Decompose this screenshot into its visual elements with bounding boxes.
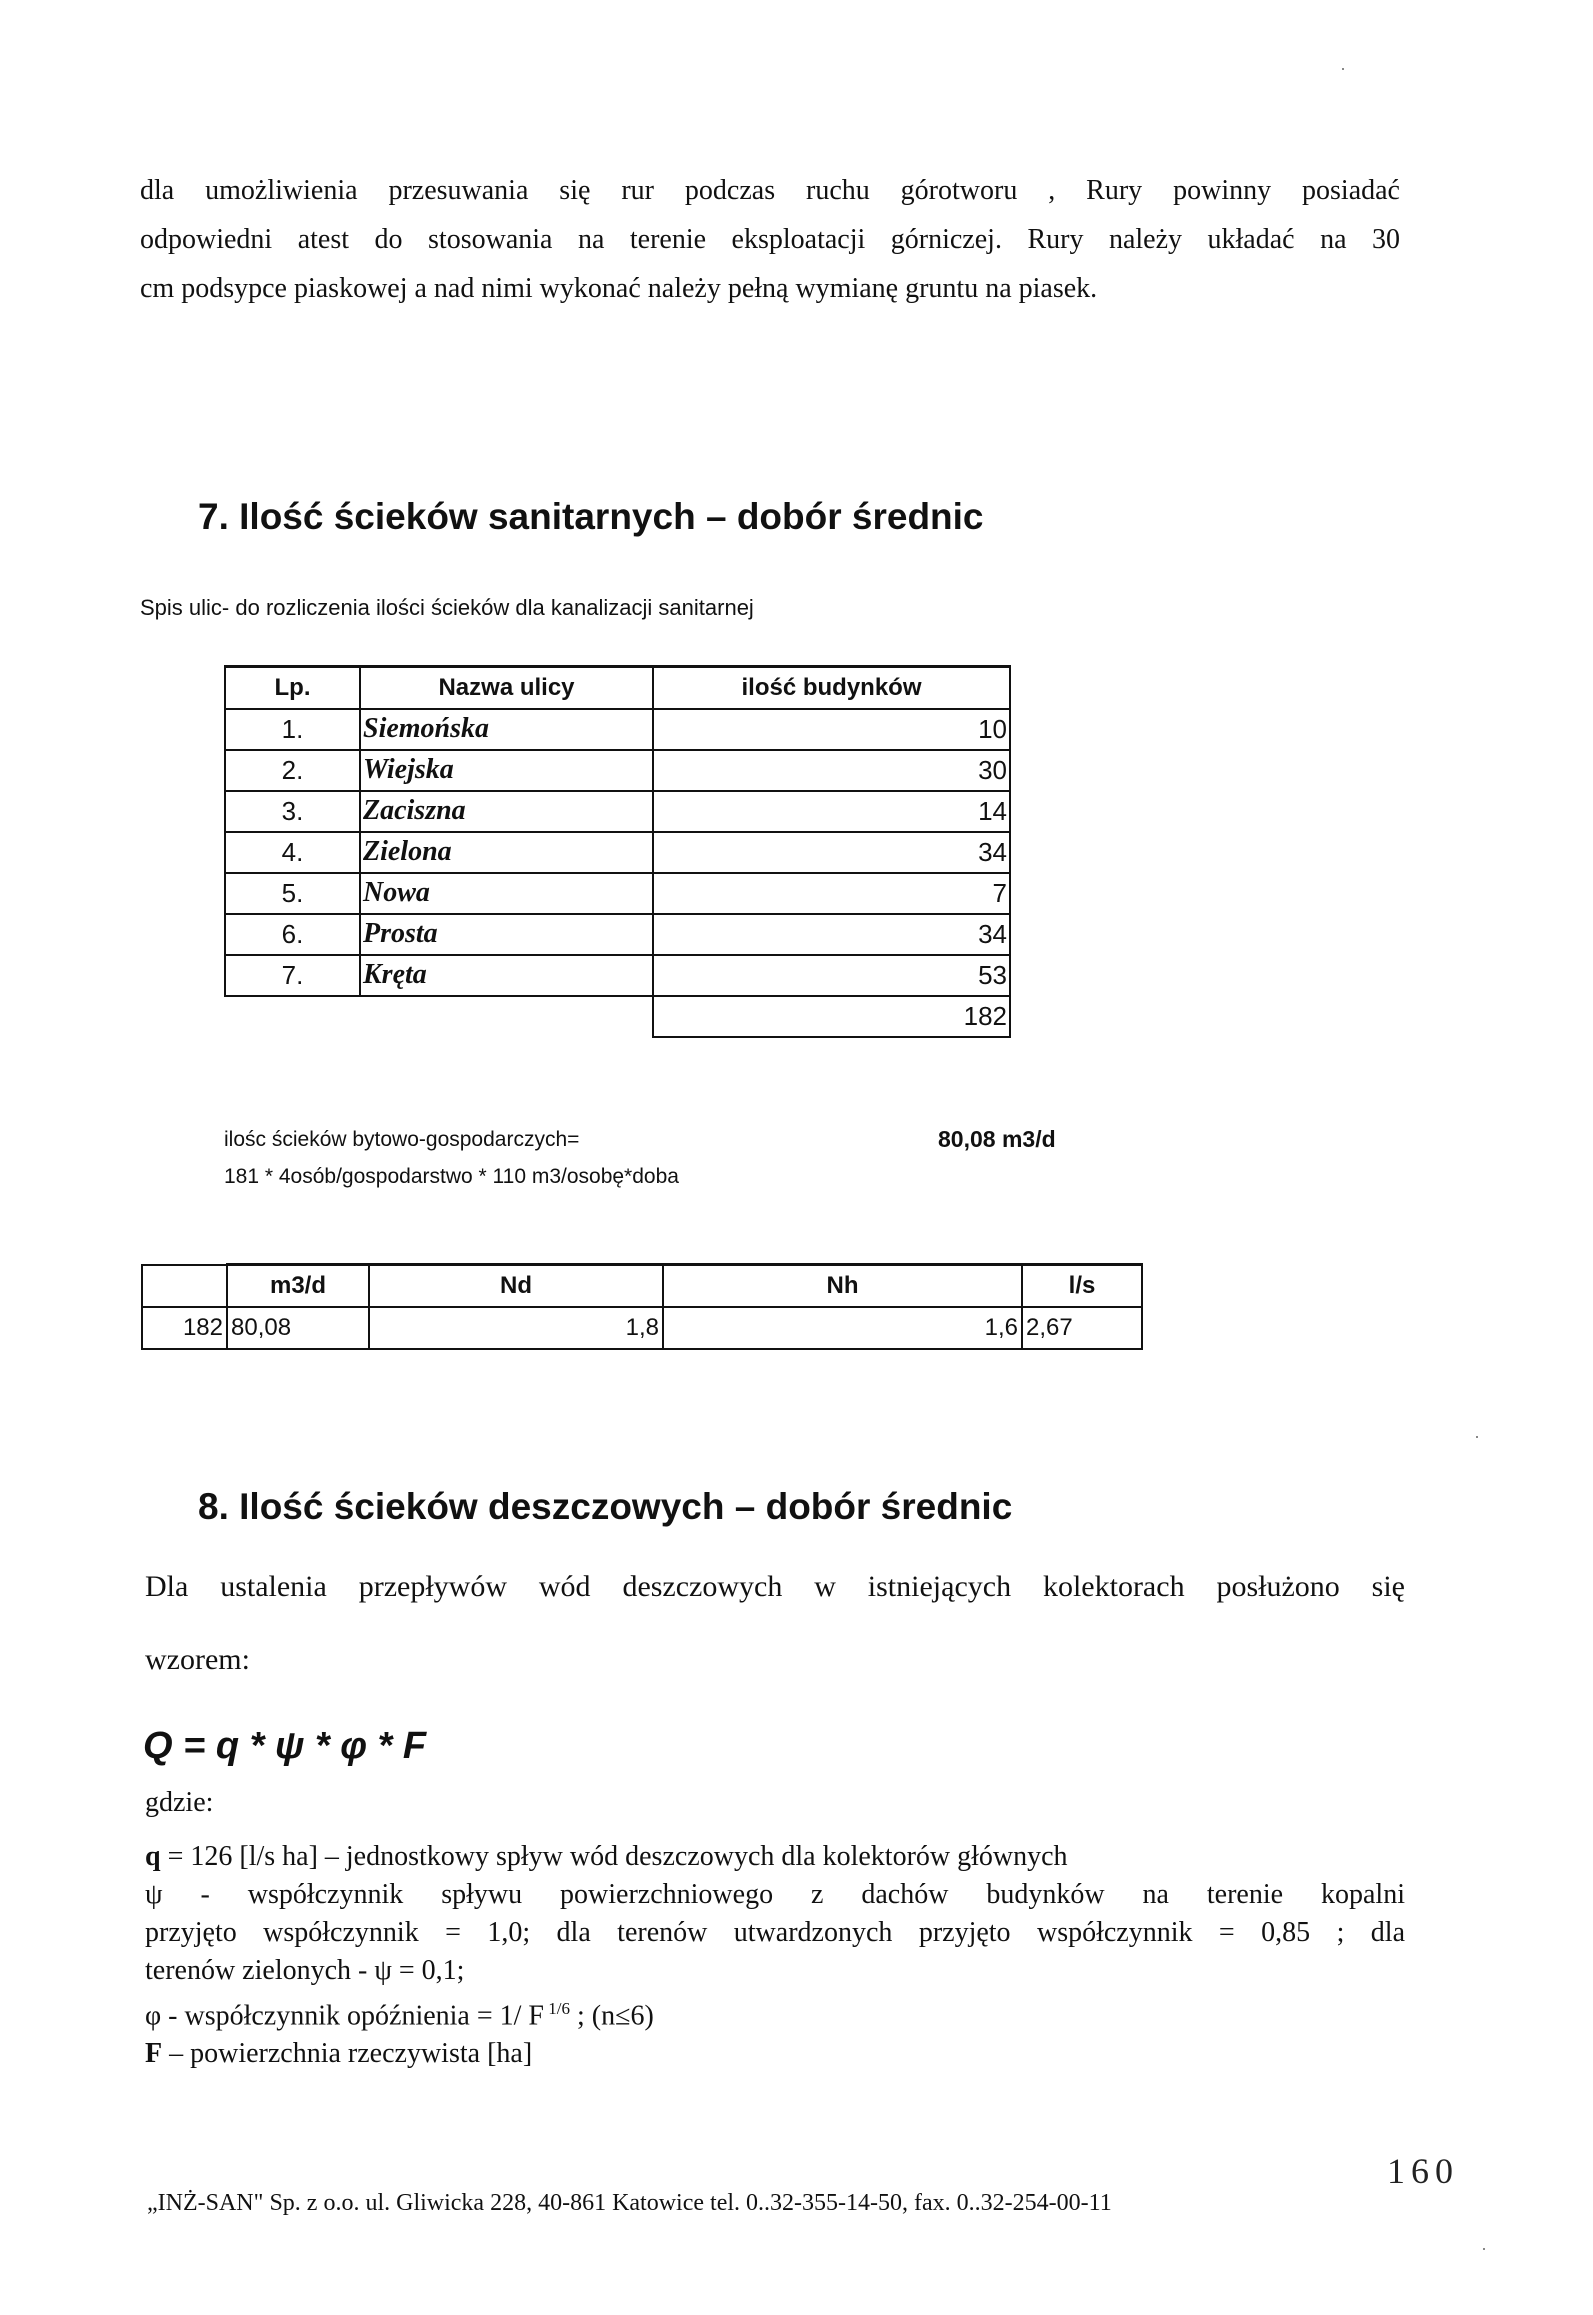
scan-speck: [1342, 68, 1344, 70]
header-street-name: Nazwa ulicy: [360, 667, 653, 709]
flow-nh: 1,6: [663, 1307, 1022, 1349]
row-lp: 4.: [225, 832, 360, 873]
intro-line-1: dla umożliwienia przesuwania się rur podczas ruchu górotworu , Rury powinny posiadać: [140, 175, 1400, 206]
flow-header-ls: l/s: [1022, 1265, 1142, 1307]
flow-buildings: 182: [142, 1307, 227, 1349]
section-7-heading: 7. Ilość ścieków sanitarnych – dobór średnic: [198, 496, 984, 537]
row-lp: 5.: [225, 873, 360, 914]
row-street-name: Nowa: [360, 873, 653, 914]
intro-line-3: cm podsypce piaskowej a nad nimi wykonać należy pełną wymianę gruntu na piasek.: [140, 273, 1098, 304]
scan-speck: [1483, 2248, 1485, 2250]
row-street-name: Siemońska: [360, 709, 653, 750]
def-phi: [145, 1990, 1405, 2035]
def-psi-line-1: ψ - współczynnik spływu powierzchniowego z dachów budynków na terenie kopalni: [145, 1879, 1405, 1910]
rain-intro-line-2: wzorem:: [145, 1643, 250, 1676]
formula-definitions: [145, 1838, 1405, 2073]
def-q: [145, 1838, 1405, 1876]
header-lp: Lp.: [225, 667, 360, 709]
street-table: [224, 665, 1011, 1038]
page-footer: „INŻ-SAN" Sp. z o.o. ul. Gliwicka 228, 40-861 Katowice tel. 0..32-355-14-50, fax. 0..32-254-00-11: [147, 2190, 1112, 2216]
rain-intro-paragraph: [145, 1570, 1405, 1604]
def-f-symbol: F: [145, 2038, 163, 2070]
scan-speck: [1476, 1436, 1478, 1438]
sewage-calc-label: ilośc ścieków bytowo-gospodarczych=: [224, 1128, 580, 1151]
table-row: [225, 832, 1010, 873]
street-list-caption: Spis ulic- do rozliczenia ilości ścieków dla kanalizacji sanitarnej: [140, 595, 754, 620]
row-lp: 6.: [225, 914, 360, 955]
row-street-name: Wiejska: [360, 750, 653, 791]
row-lp: 1.: [225, 709, 360, 750]
def-phi-exponent: 1/6: [544, 1999, 570, 2018]
def-q-symbol: q: [145, 1841, 161, 1872]
row-building-count: 34: [653, 832, 1010, 873]
row-lp: 3.: [225, 791, 360, 832]
sewage-calc-formula: 181 * 4osób/gospodarstwo * 110 m3/osobę*doba: [224, 1165, 679, 1188]
intro-line-2: odpowiedni atest do stosowania na terenie eksploatacji górniczej. Rury należy układać na 30: [140, 224, 1400, 255]
def-f-text: – powierzchnia rzeczywista [ha]: [162, 2038, 533, 2070]
flow-header-blank: [142, 1265, 227, 1307]
def-f: [145, 2035, 1405, 2073]
def-psi-line-2: przyjęto współczynnik = 1,0; dla terenów utwardzonych przyjęto współczynnik = 0,85 ; dla: [145, 1917, 1405, 1948]
total-building-count: 182: [653, 996, 1010, 1037]
flow-header-nh: Nh: [663, 1265, 1022, 1307]
rain-intro-line-1: Dla ustalenia przepływów wód deszczowych w istniejących kolektorach posłużono się: [145, 1570, 1405, 1603]
row-building-count: 53: [653, 955, 1010, 996]
row-building-count: 30: [653, 750, 1010, 791]
page-number: 160: [1387, 2151, 1459, 2191]
street-table-header: [225, 667, 1010, 709]
rain-formula: Q = q * ψ * φ * F: [143, 1725, 427, 1767]
row-building-count: 34: [653, 914, 1010, 955]
row-building-count: 14: [653, 791, 1010, 832]
flow-table: [141, 1263, 1143, 1350]
intro-paragraph: [140, 166, 1400, 313]
section-8-heading: 8. Ilość ścieków deszczowych – dobór średnic: [198, 1486, 1013, 1527]
row-street-name: Zaciszna: [360, 791, 653, 832]
flow-m3d: 80,08: [227, 1307, 369, 1349]
gdzie-label: gdzie:: [145, 1787, 214, 1818]
def-phi-tail: ; (n≤6): [569, 2000, 654, 2032]
table-row: [225, 791, 1010, 832]
row-building-count: 10: [653, 709, 1010, 750]
flow-header-m3d: m3/d: [227, 1265, 369, 1307]
table-row: [225, 955, 1010, 996]
table-row: [225, 873, 1010, 914]
flow-table-row: [142, 1307, 1142, 1349]
table-row: [225, 914, 1010, 955]
row-building-count: 7: [653, 873, 1010, 914]
flow-nd: 1,8: [369, 1307, 663, 1349]
table-row: [225, 750, 1010, 791]
flow-ls: 2,67: [1022, 1307, 1142, 1349]
sewage-calc-value: 80,08 m3/d: [938, 1126, 1056, 1152]
def-phi-text: φ - współczynnik opóźnienia = 1/ F: [145, 2000, 544, 2032]
row-lp: 7.: [225, 955, 360, 996]
row-street-name: Prosta: [360, 914, 653, 955]
def-psi-line-3: terenów zielonych - ψ = 0,1;: [145, 1955, 465, 1986]
flow-table-header: [142, 1265, 1142, 1307]
table-row: [225, 709, 1010, 750]
row-lp: 2.: [225, 750, 360, 791]
flow-header-nd: Nd: [369, 1265, 663, 1307]
header-building-count: ilość budynków: [653, 667, 1010, 709]
row-street-name: Kręta: [360, 955, 653, 996]
table-total-row: [225, 996, 1010, 1037]
def-q-text: = 126 [l/s ha] – jednostkowy spływ wód deszczowych dla kolektorów głównych: [160, 1841, 1068, 1872]
row-street-name: Zielona: [360, 832, 653, 873]
